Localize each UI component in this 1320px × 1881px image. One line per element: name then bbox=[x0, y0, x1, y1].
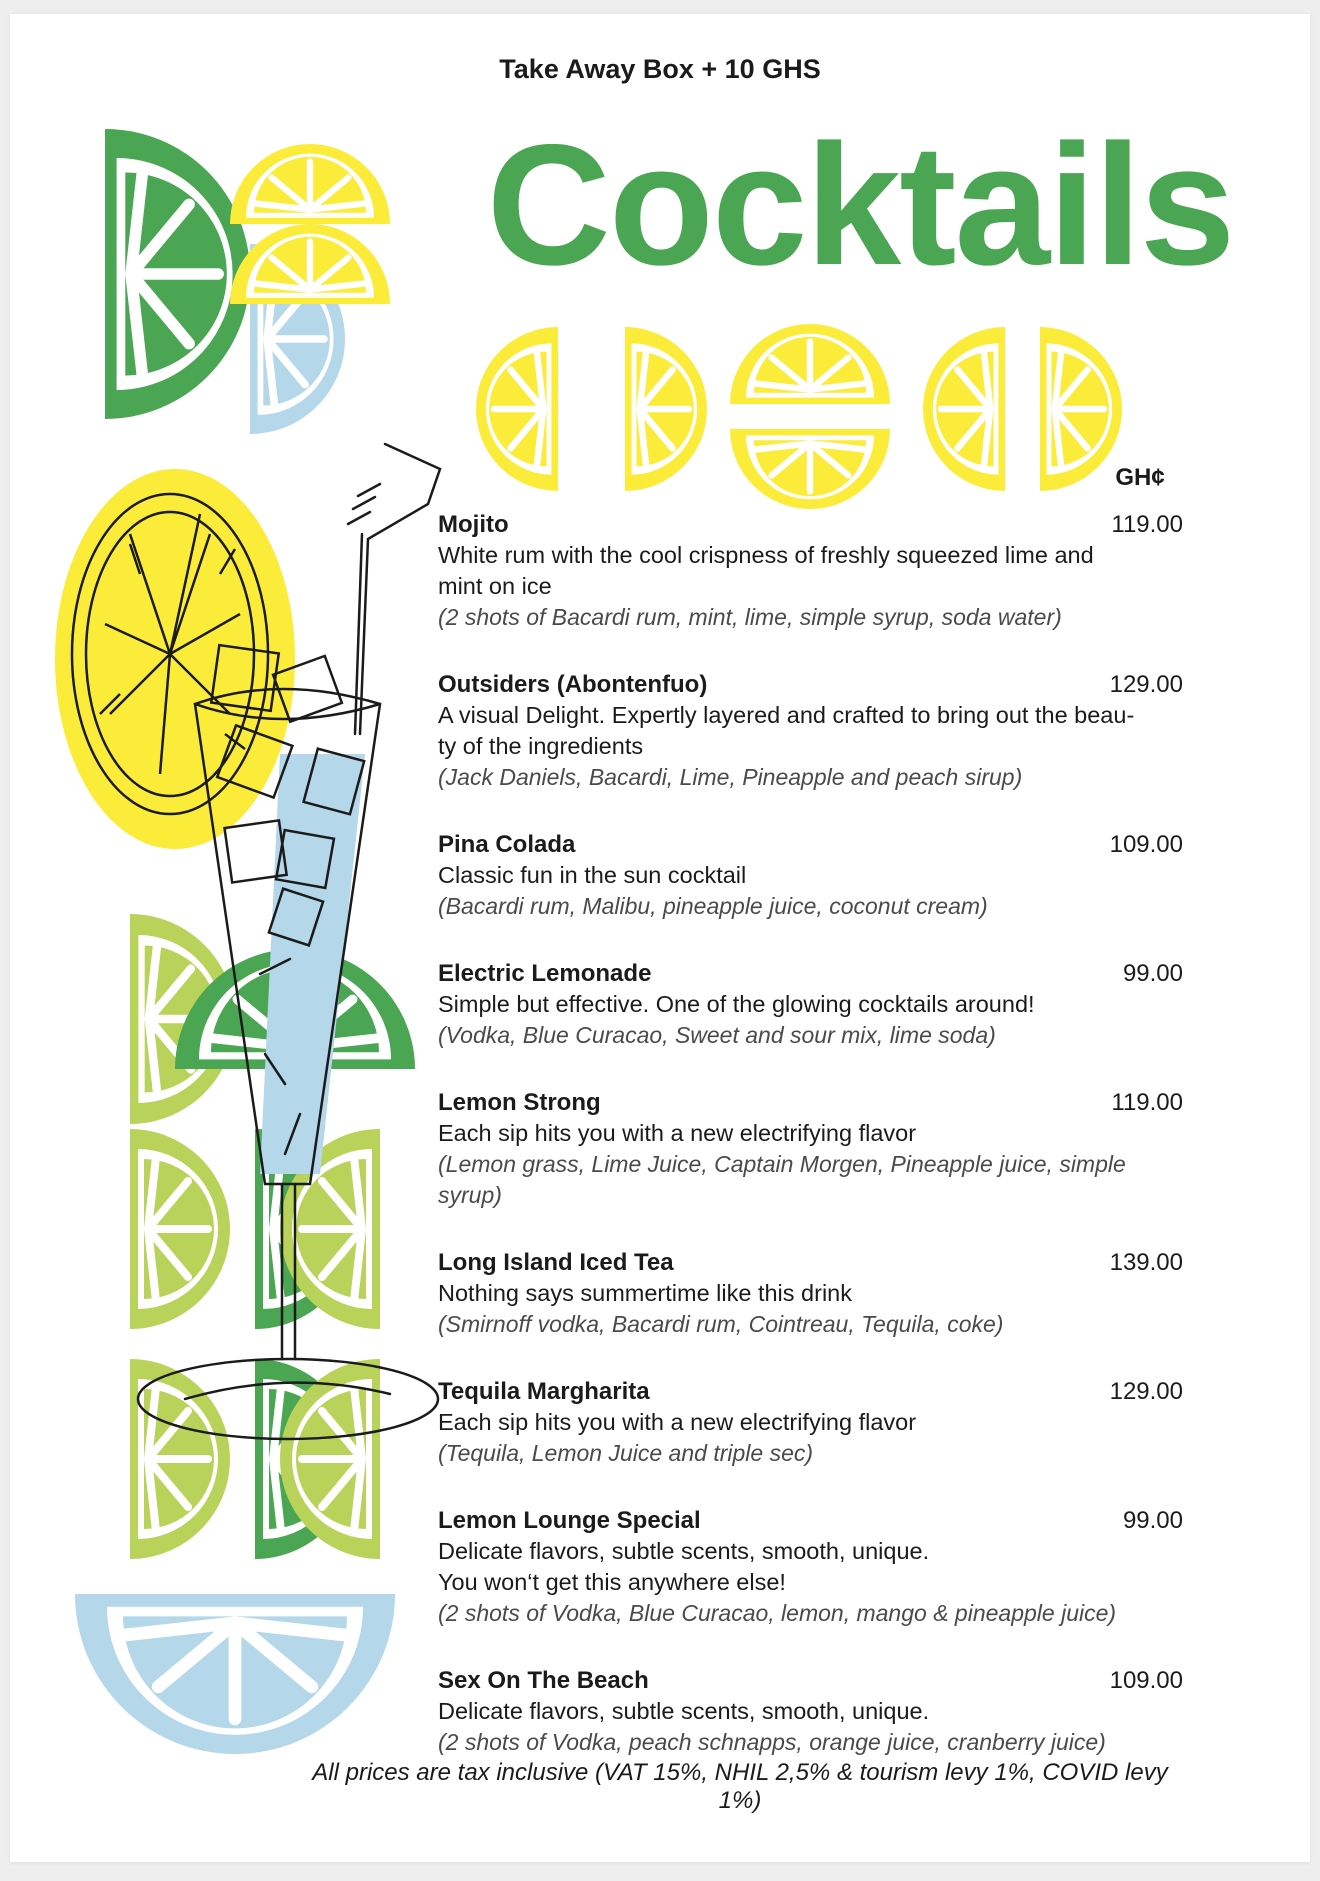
item-ingredients: (Smirnoff vodka, Bacardi rum, Cointreau, Tequila, coke) bbox=[438, 1311, 1004, 1337]
menu-item-mojito bbox=[438, 509, 1183, 633]
item-price: 109.00 bbox=[1109, 1667, 1183, 1694]
item-price: 129.00 bbox=[1109, 671, 1183, 698]
item-price: 99.00 bbox=[1122, 960, 1183, 987]
item-name: Lemon Lounge Special bbox=[438, 1507, 701, 1534]
item-ingredients: (Jack Daniels, Bacardi, Lime, Pineapple and peach sirup) bbox=[438, 764, 1023, 790]
item-price: 129.00 bbox=[1109, 1378, 1183, 1405]
item-price: 119.00 bbox=[1111, 1089, 1183, 1116]
lemon-slice-icon bbox=[625, 327, 707, 491]
item-description: White rum with the cool crispness of freshly squeezed lime and bbox=[438, 542, 1094, 568]
page-title: Cocktails bbox=[486, 109, 1234, 301]
lemon-slice-icon bbox=[230, 144, 390, 224]
item-ingredients: syrup) bbox=[438, 1182, 502, 1208]
item-description: mint on ice bbox=[438, 573, 552, 599]
item-ingredients: (2 shots of Vodka, Blue Curacao, lemon, mango & pineapple juice) bbox=[438, 1600, 1117, 1626]
item-description: Nothing says summertime like this drink bbox=[438, 1280, 852, 1306]
item-name: Electric Lemonade bbox=[438, 960, 652, 987]
currency-label: GH¢ bbox=[1115, 464, 1165, 491]
menu-item-sex-on-the-beach bbox=[438, 1665, 1183, 1758]
item-ingredients: (Tequila, Lemon Juice and triple sec) bbox=[438, 1440, 814, 1466]
lemon-slice-icon bbox=[476, 327, 558, 491]
item-price: 119.00 bbox=[1111, 511, 1183, 538]
menu-item-lemon-lounge bbox=[438, 1505, 1183, 1629]
lime-slice-icon bbox=[130, 1129, 230, 1329]
item-ingredients: (Bacardi rum, Malibu, pineapple juice, coconut cream) bbox=[438, 893, 988, 919]
item-description: ty of the ingredients bbox=[438, 733, 644, 759]
item-name: Sex On The Beach bbox=[438, 1667, 649, 1694]
item-name: Outsiders (Abontenfuo) bbox=[438, 671, 708, 698]
item-name: Tequila Margharita bbox=[438, 1378, 650, 1405]
takeaway-note: Take Away Box + 10 GHS bbox=[499, 54, 821, 84]
item-price: 139.00 bbox=[1109, 1249, 1183, 1276]
menu-list bbox=[438, 509, 1183, 1794]
item-description: A visual Delight. Expertly layered and crafted to bring out the beau- bbox=[438, 702, 1135, 728]
item-name: Mojito bbox=[438, 511, 509, 538]
menu-item-lemon-strong bbox=[438, 1087, 1183, 1211]
item-name: Long Island Iced Tea bbox=[438, 1249, 674, 1276]
lemon-slice-icon bbox=[230, 224, 390, 304]
item-description: Each sip hits you with a new electrifying flavor bbox=[438, 1409, 917, 1435]
blue-slice-icon bbox=[75, 1594, 395, 1754]
lemon-slice-icon bbox=[730, 324, 890, 404]
menu-page bbox=[10, 14, 1310, 1862]
item-name: Lemon Strong bbox=[438, 1089, 601, 1116]
lime-slice-icon bbox=[130, 1359, 230, 1559]
menu-item-long-island bbox=[438, 1247, 1183, 1340]
lemon-slice-icon bbox=[923, 327, 1005, 491]
item-description: Delicate flavors, subtle scents, smooth, unique. bbox=[438, 1538, 930, 1564]
item-name: Pina Colada bbox=[438, 831, 576, 858]
lemon-slice-icon bbox=[730, 429, 890, 509]
item-price: 109.00 bbox=[1109, 831, 1183, 858]
item-description: Each sip hits you with a new electrifying flavor bbox=[438, 1120, 917, 1146]
menu-item-pina-colada bbox=[438, 829, 1183, 922]
item-ingredients: (Lemon grass, Lime Juice, Captain Morgen, Pineapple juice, simple bbox=[438, 1151, 1126, 1177]
lime-slice-icon bbox=[105, 129, 250, 419]
item-description: Simple but effective. One of the glowing cocktails around! bbox=[438, 991, 1035, 1017]
menu-item-outsiders bbox=[438, 669, 1183, 793]
item-description: Classic fun in the sun cocktail bbox=[438, 862, 747, 888]
menu-item-electric-lemonade bbox=[438, 958, 1183, 1051]
tax-footnote: All prices are tax inclusive (VAT 15%, NHIL 2,5% & tourism levy 1%, COVID levy 1%) bbox=[312, 1759, 1168, 1814]
menu-item-tequila-margharita bbox=[438, 1376, 1183, 1469]
item-ingredients: (2 shots of Bacardi rum, mint, lime, simple syrup, soda water) bbox=[438, 604, 1062, 630]
item-price: 99.00 bbox=[1122, 1507, 1183, 1534]
item-description: Delicate flavors, subtle scents, smooth, unique. bbox=[438, 1698, 930, 1724]
item-ingredients: (2 shots of Vodka, peach schnapps, orange juice, cranberry juice) bbox=[438, 1729, 1106, 1755]
item-ingredients: (Vodka, Blue Curacao, Sweet and sour mix, lime soda) bbox=[438, 1022, 996, 1048]
item-description: You won‘t get this anywhere else! bbox=[438, 1569, 786, 1595]
